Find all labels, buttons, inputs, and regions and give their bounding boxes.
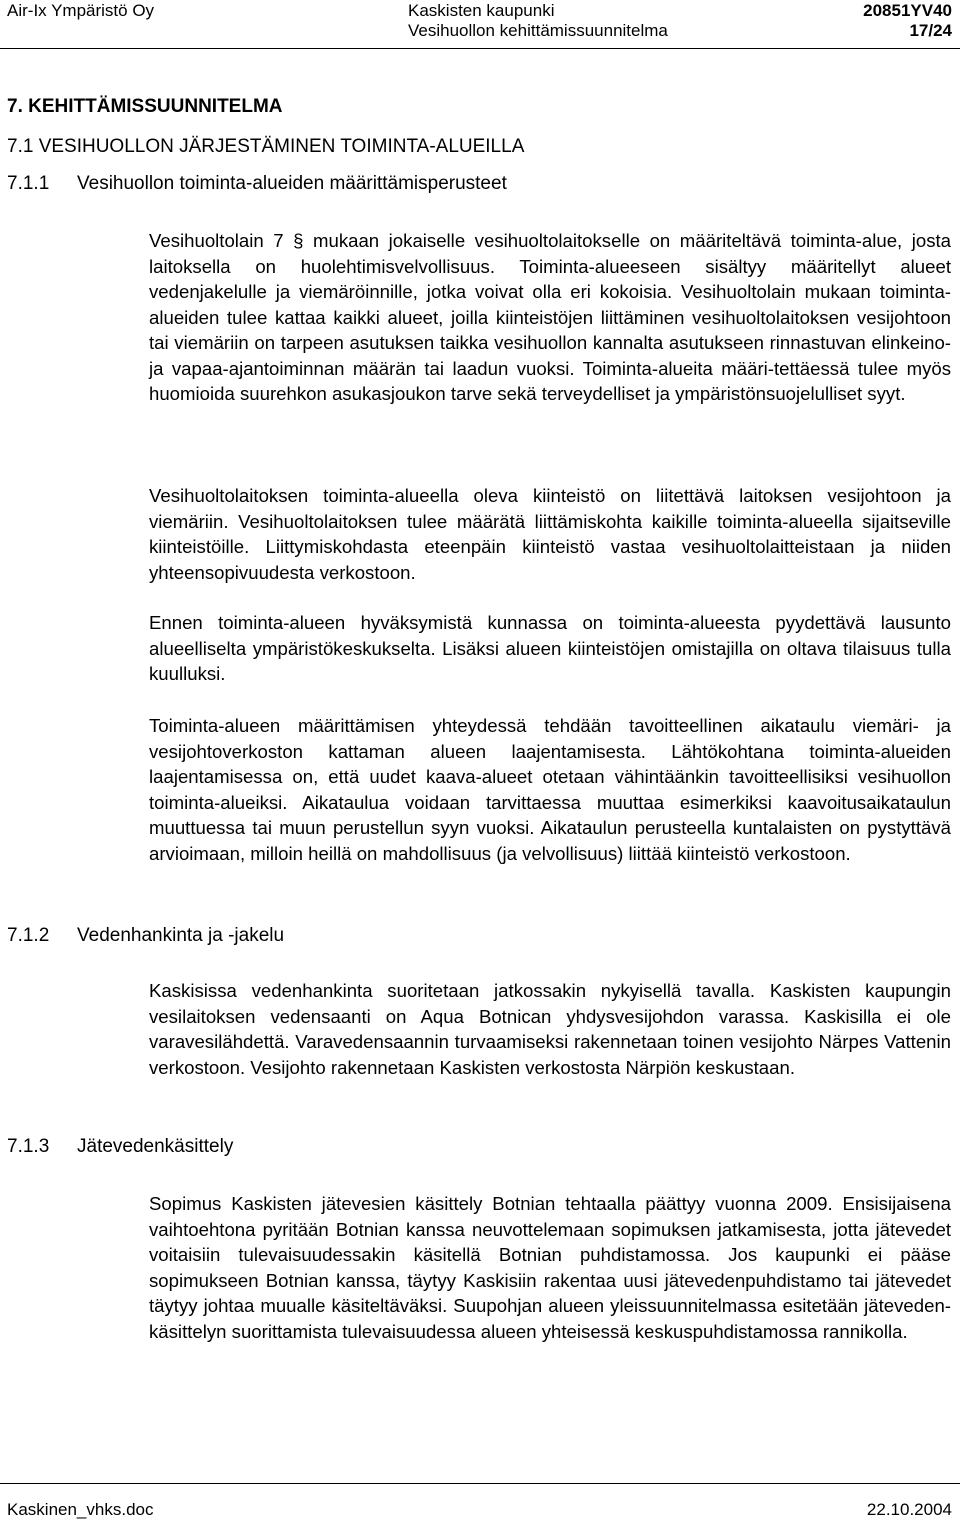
subsection-number: 7.1.2 [7, 925, 50, 946]
paragraph-expansion-schedule: Toiminta-alueen määrittämisen yhteydessä tehdään tavoitteellinen aikataulu viemäri- ja vesijohtoverkoston kattaman alueen laajentamisesta. Lähtökohtana toiminta-alueiden laajentamisessa on, että uudet kaava-alueet otetaan vähintäänkin tavoitteellisiksi vesihuollon toiminta-alueiksi. Aikataulua voidaan tarvittaessa muuttaa esimerkiksi kaavoitusaikataulun muuttuessa tai muun perustellun syyn vuoksi. Aikataulun perusteella kuntalaisten on pystyttävä arvioimaan, milloin heillä on mahdollisuus (ja velvollisuus) liittää kiinteistö verkostoon. [149, 715, 951, 864]
paragraph-water-supply: Kaskisissa vedenhankinta suoritetaan jatkossakin nykyisellä tavalla. Kaskisten kaupungin vesilaitoksen vedensaanti on Aqua Botnican yhdysvesijohdon varassa. Kaskisilla ei ole varavesilähdettä. Varavedensaannin turvaamiseksi rakennetaan toinen vesijohto Närpes Vattenin verkostoon. Vesijohto rakennetaan Kaskisten verkostosta Närpiön keskustaan. [149, 980, 951, 1078]
subsection-number: 7.1.3 [7, 1136, 50, 1157]
header-page-number: 17/24 [909, 21, 952, 40]
section-heading: 7.1 VESIHUOLLON JÄRJESTÄMINEN TOIMINTA-ALUEILLA [7, 136, 525, 157]
header-doc-title: Vesihuollon kehittämissuunnitelma [408, 21, 668, 40]
paragraph-wastewater-treatment: Sopimus Kaskisten jätevesien käsittely Botnian tehtaalla päättyy vuonna 2009. Ensisijaisena vaihtoehtona pyritään Botnian kanssa neuvottelemaan sopimuksen jatkamisesta, jotta jätevedet voitaisiin tulevaisuudessakin käsitellä Botnian puhdistamossa. Jos kaupunki ei pääse sopimukseen Botnian kanssa, täytyy Kaskisiin rakentaa uusi jätevedenpuhdistamo tai jätevedet täytyy johtaa muualle käsiteltäväksi. Suupohjan alueen yleissuunnitelmassa esitetään jäteveden-käsittelyn suorittamista tulevaisuudessa alueen yhteisessä keskuspuhdistamossa rannikolla. [149, 1193, 951, 1342]
subsection-title: Vedenhankinta ja -jakelu [77, 925, 285, 946]
subsection-title: Vesihuollon toiminta-alueiden määrittämisperusteet [77, 173, 507, 194]
paragraph-connection-obligation: Vesihuoltolaitoksen toiminta-alueella oleva kiinteistö on liitettävä laitoksen vesijohtoon ja viemäriin. Vesihuoltolaitoksen tulee määrätä liittämiskohta kaikille toiminta-alueella sijaitseville kiinteistöille. Liittymiskohdasta eteenpäin kiinteistö vastaa vesihuoltolaitteistaan ja niiden yhteensopivuudesta verkostoon. [149, 485, 951, 583]
subsection-heading-3 [7, 1136, 233, 1158]
paragraph-definition-criteria: Vesihuoltolain 7 § mukaan jokaiselle vesihuoltolaitokselle on määriteltävä toiminta-alue, josta laitoksella on huolehtimisvelvollisuus. Toiminta-alueeseen sisältyy määritellyt alueet vedenjakelulle ja viemäröinnille, jotka voivat olla eri kokoisia. Vesihuoltolain mukaan toiminta-alueiden tulee kattaa kaikki alueet, joilla kiinteistöjen liittäminen vesihuoltolaitoksen vesijohtoon tai viemäriin on tarpeen asutuksen taikka vesihuollon kannalta asutukseen rinnastuvan elinkeino- ja vapaa-ajantoiminnan määrän tai laadun vuoksi. Toiminta-alueita määri-tettäessä tulee myös huomioida suurehkon asukasjoukon tarve sekä terveydelliset ja ympäristönsuojelulliset syyt. [149, 230, 951, 404]
header-company: Air-Ix Ympäristö Oy [7, 1, 155, 20]
header-client: Kaskisten kaupunki [408, 1, 555, 20]
subsection-title: Jätevedenkäsittely [77, 1136, 234, 1157]
paragraph-approval-statement: Ennen toiminta-alueen hyväksymistä kunnassa on toiminta-alueesta pyydettävä lausunto alueelliselta ympäristökeskukselta. Lisäksi alueen kiinteistöjen omistajilla on oltava tilaisuus tulla kuulluksi. [149, 612, 951, 684]
subsection-number: 7.1.1 [7, 173, 50, 194]
subsection-heading-2 [7, 925, 284, 947]
subsection-heading-1 [7, 173, 507, 195]
footer-date: 22.10.2004 [866, 1500, 952, 1519]
footer-divider [0, 1483, 960, 1484]
header-divider [0, 48, 960, 49]
chapter-heading: 7. KEHITTÄMISSUUNNITELMA [7, 96, 283, 117]
footer-filename: Kaskinen_vhks.doc [7, 1500, 154, 1519]
header-code: 20851YV40 [863, 1, 952, 20]
